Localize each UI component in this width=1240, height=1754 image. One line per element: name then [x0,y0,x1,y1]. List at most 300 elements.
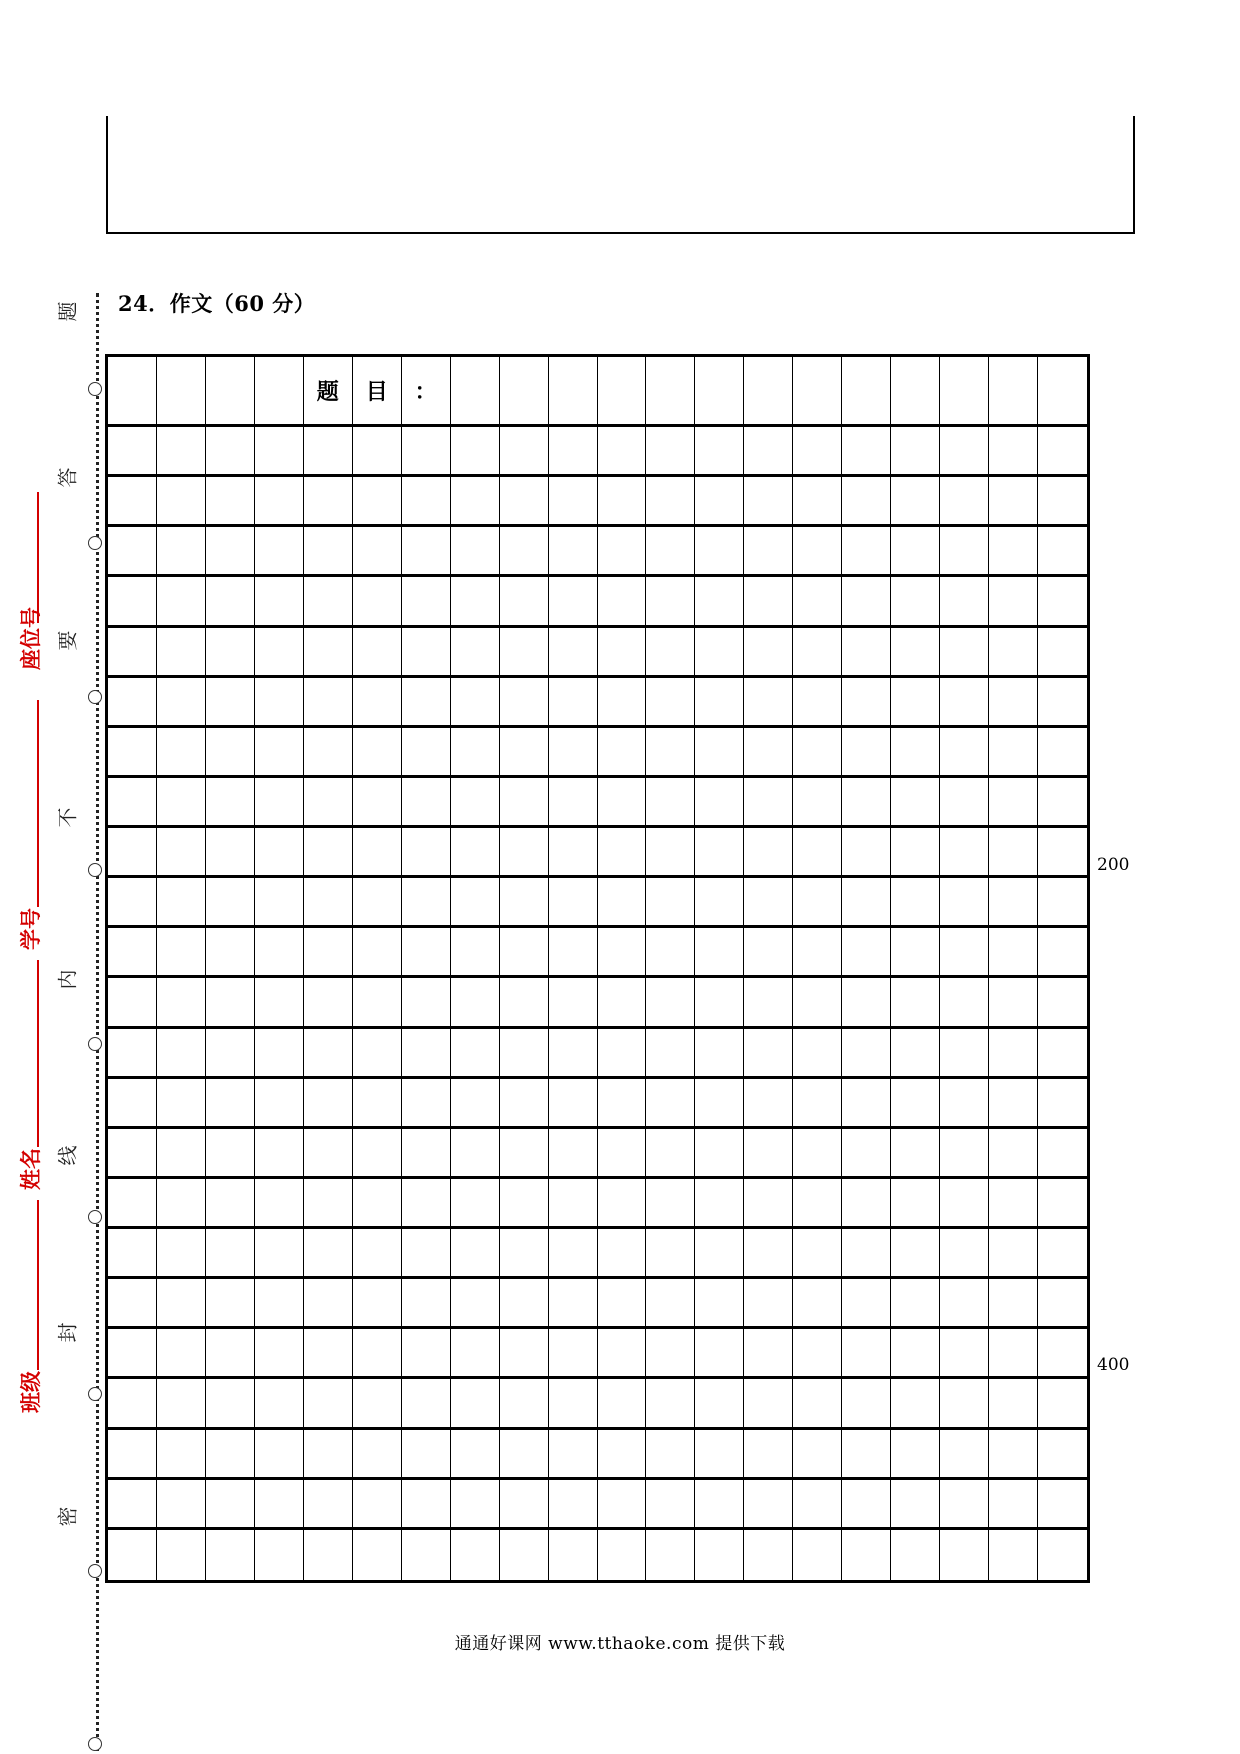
grid-cell[interactable] [304,678,353,728]
grid-cell[interactable] [598,828,647,878]
grid-cell[interactable] [549,1530,598,1580]
grid-cell[interactable] [989,1229,1038,1279]
grid-cell[interactable] [451,1379,500,1429]
grid-cell[interactable] [206,1229,255,1279]
grid-cell[interactable] [500,1129,549,1179]
grid-cell[interactable] [108,527,157,577]
grid-cell[interactable] [793,1129,842,1179]
grid-cell[interactable] [255,1430,304,1480]
grid-cell[interactable] [402,978,451,1028]
grid-cell[interactable] [255,427,304,477]
grid-cell[interactable] [451,1179,500,1229]
grid-cell[interactable] [793,577,842,627]
grid-cell[interactable] [206,1530,255,1580]
grid-cell[interactable] [793,678,842,728]
grid-cell[interactable] [549,978,598,1028]
grid-cell[interactable] [842,1179,891,1229]
grid-cell[interactable] [646,357,695,427]
grid-cell[interactable] [842,357,891,427]
grid-cell[interactable] [157,1329,206,1379]
grid-cell[interactable] [793,1179,842,1229]
grid-cell[interactable] [108,477,157,527]
grid-cell[interactable] [451,1129,500,1179]
grid-cell[interactable] [598,1079,647,1129]
grid-cell[interactable] [842,477,891,527]
grid-cell[interactable] [500,1229,549,1279]
grid-cell[interactable] [304,577,353,627]
grid-cell[interactable] [842,828,891,878]
grid-cell[interactable] [989,577,1038,627]
grid-cell[interactable] [108,1229,157,1279]
grid-cell[interactable] [255,628,304,678]
grid-cell[interactable] [206,878,255,928]
grid-cell[interactable] [402,1329,451,1379]
grid-cell[interactable] [695,878,744,928]
grid-cell[interactable] [989,1279,1038,1329]
grid-cell[interactable] [989,878,1038,928]
grid-cell[interactable] [451,357,500,427]
grid-cell[interactable] [206,978,255,1028]
grid-cell[interactable] [500,1530,549,1580]
grid-cell[interactable] [940,828,989,878]
student-id-line[interactable] [37,700,39,907]
grid-cell[interactable] [108,728,157,778]
grid-cell[interactable] [842,728,891,778]
grid-cell[interactable] [989,1329,1038,1379]
grid-cell[interactable] [598,678,647,728]
grid-cell[interactable] [255,778,304,828]
grid-cell[interactable] [108,1379,157,1429]
grid-cell[interactable] [549,1179,598,1229]
grid-cell[interactable] [695,1279,744,1329]
grid-cell[interactable] [108,828,157,878]
grid-cell[interactable] [206,577,255,627]
grid-cell[interactable] [206,1480,255,1530]
grid-cell[interactable] [793,1430,842,1480]
grid-cell[interactable] [500,1179,549,1229]
grid-cell[interactable] [206,628,255,678]
grid-cell[interactable] [891,1480,940,1530]
grid-cell[interactable] [402,928,451,978]
grid-cell[interactable] [500,357,549,427]
grid-cell[interactable] [157,978,206,1028]
grid-cell[interactable] [891,1029,940,1079]
grid-cell[interactable] [108,1480,157,1530]
grid-cell[interactable] [451,678,500,728]
grid-cell[interactable] [598,577,647,627]
grid-cell[interactable] [695,427,744,477]
grid-cell[interactable] [157,878,206,928]
grid-cell[interactable] [255,1179,304,1229]
grid-cell[interactable] [1038,878,1087,928]
grid-cell[interactable] [744,577,793,627]
grid-cell[interactable] [842,878,891,928]
grid-cell[interactable] [793,728,842,778]
grid-cell[interactable] [500,577,549,627]
grid-cell[interactable] [1038,1430,1087,1480]
grid-cell[interactable] [1038,1329,1087,1379]
grid-cell[interactable] [744,1430,793,1480]
grid-cell[interactable] [1038,527,1087,577]
grid-cell[interactable] [157,1029,206,1079]
grid-cell[interactable] [402,1279,451,1329]
grid-cell[interactable] [989,628,1038,678]
grid-cell[interactable] [842,928,891,978]
grid-cell[interactable] [891,1179,940,1229]
grid-cell[interactable] [353,1480,402,1530]
grid-cell[interactable] [598,728,647,778]
grid-cell[interactable] [646,1079,695,1129]
grid-cell[interactable] [989,1379,1038,1429]
grid-cell[interactable] [891,928,940,978]
grid-cell[interactable] [255,928,304,978]
grid-cell[interactable] [646,427,695,477]
grid-cell[interactable] [157,1079,206,1129]
grid-cell[interactable] [891,357,940,427]
grid-cell[interactable] [989,928,1038,978]
grid-cell[interactable] [646,1129,695,1179]
grid-cell[interactable] [940,878,989,928]
grid-cell[interactable] [940,1229,989,1279]
grid-cell[interactable] [451,1079,500,1129]
grid-cell[interactable] [842,778,891,828]
grid-cell[interactable] [744,978,793,1028]
grid-cell[interactable] [891,878,940,928]
grid-cell[interactable] [255,357,304,427]
grid-cell[interactable] [451,728,500,778]
grid-cell[interactable] [1038,728,1087,778]
grid-cell[interactable] [353,1530,402,1580]
grid-cell[interactable] [500,628,549,678]
grid-cell[interactable] [304,1530,353,1580]
grid-cell[interactable] [402,1379,451,1429]
grid-cell[interactable] [157,928,206,978]
grid-cell[interactable] [304,928,353,978]
grid-cell[interactable] [989,1029,1038,1079]
grid-cell[interactable] [744,878,793,928]
grid-cell[interactable] [451,1480,500,1530]
grid-cell[interactable] [108,1530,157,1580]
grid-cell[interactable] [793,628,842,678]
grid-cell[interactable] [304,778,353,828]
grid-cell[interactable] [940,1179,989,1229]
grid-cell[interactable] [744,1229,793,1279]
grid-cell[interactable] [451,978,500,1028]
grid-cell[interactable] [1038,1379,1087,1429]
grid-cell[interactable] [598,628,647,678]
grid-cell[interactable] [646,1029,695,1079]
grid-cell[interactable] [744,1129,793,1179]
grid-cell[interactable] [598,778,647,828]
grid-cell[interactable] [793,527,842,577]
grid-cell[interactable] [500,878,549,928]
grid-cell[interactable] [549,928,598,978]
grid-cell[interactable] [451,1279,500,1329]
grid-cell[interactable] [549,1329,598,1379]
grid-cell[interactable] [842,1029,891,1079]
grid-cell[interactable] [1038,1179,1087,1229]
grid-cell[interactable] [598,1329,647,1379]
grid-cell[interactable] [353,1079,402,1129]
grid-cell[interactable] [304,1179,353,1229]
grid-cell[interactable] [744,1079,793,1129]
grid-cell[interactable] [695,978,744,1028]
grid-cell[interactable] [598,357,647,427]
grid-cell[interactable] [451,628,500,678]
grid-cell[interactable] [842,1129,891,1179]
grid-cell[interactable] [549,878,598,928]
grid-cell[interactable] [353,1430,402,1480]
grid-cell[interactable] [402,728,451,778]
grid-cell[interactable] [549,1279,598,1329]
grid-cell[interactable] [695,1329,744,1379]
grid-cell[interactable] [353,728,402,778]
grid-cell[interactable] [206,477,255,527]
grid-cell[interactable] [598,1530,647,1580]
grid-cell[interactable] [646,1379,695,1429]
grid-cell[interactable] [108,1129,157,1179]
grid-cell[interactable] [891,1229,940,1279]
grid-cell[interactable] [451,427,500,477]
grid-cell[interactable] [500,1480,549,1530]
grid-cell[interactable] [989,357,1038,427]
grid-cell[interactable] [206,427,255,477]
grid-cell[interactable] [206,928,255,978]
grid-cell[interactable] [744,1029,793,1079]
grid-cell[interactable] [989,477,1038,527]
grid-cell[interactable] [206,778,255,828]
grid-cell[interactable] [108,878,157,928]
grid-cell[interactable] [646,1329,695,1379]
grid-cell[interactable] [451,1430,500,1480]
grid-cell[interactable] [1038,1480,1087,1530]
grid-cell[interactable] [842,1430,891,1480]
grid-cell[interactable] [695,1379,744,1429]
grid-cell[interactable] [549,1430,598,1480]
grid-cell[interactable] [940,577,989,627]
grid-cell[interactable] [255,1480,304,1530]
grid-cell[interactable] [695,1480,744,1530]
grid-cell[interactable] [793,357,842,427]
grid-cell[interactable] [549,357,598,427]
grid-cell[interactable] [1038,1530,1087,1580]
grid-cell[interactable] [451,1329,500,1379]
grid-cell[interactable] [255,577,304,627]
grid-cell[interactable] [500,678,549,728]
grid-cell[interactable] [646,628,695,678]
grid-cell[interactable] [353,828,402,878]
grid-cell[interactable] [646,978,695,1028]
grid-cell[interactable] [500,778,549,828]
grid-cell[interactable] [353,1179,402,1229]
grid-cell[interactable] [989,728,1038,778]
grid-cell[interactable] [744,1179,793,1229]
grid-cell[interactable] [1038,1279,1087,1329]
grid-cell[interactable] [842,1480,891,1530]
grid-cell[interactable] [206,1329,255,1379]
grid-cell[interactable] [842,527,891,577]
grid-cell[interactable] [842,1379,891,1429]
grid-cell[interactable] [500,527,549,577]
grid-cell[interactable] [940,357,989,427]
grid-cell[interactable] [695,778,744,828]
grid-cell[interactable] [206,1029,255,1079]
grid-cell[interactable] [793,928,842,978]
grid-cell[interactable] [157,1430,206,1480]
grid-cell[interactable] [1038,928,1087,978]
grid-cell[interactable] [891,1379,940,1429]
grid-cell[interactable] [402,527,451,577]
grid-cell[interactable] [695,577,744,627]
grid-cell[interactable] [891,1329,940,1379]
grid-cell[interactable] [157,828,206,878]
grid-cell[interactable] [353,678,402,728]
grid-cell[interactable] [255,1329,304,1379]
grid-cell[interactable] [157,1530,206,1580]
grid-cell[interactable] [255,1530,304,1580]
grid-cell[interactable] [304,878,353,928]
grid-cell[interactable] [402,828,451,878]
grid-cell[interactable] [500,978,549,1028]
grid-cell[interactable] [989,527,1038,577]
grid-cell[interactable] [500,1079,549,1129]
grid-cell[interactable] [304,728,353,778]
grid-cell[interactable] [989,1079,1038,1129]
grid-cell[interactable] [744,1329,793,1379]
grid-cell[interactable] [940,1079,989,1129]
grid-cell[interactable] [940,1329,989,1379]
grid-cell[interactable] [989,1480,1038,1530]
grid-cell[interactable] [598,427,647,477]
grid-cell[interactable] [598,978,647,1028]
grid-cell[interactable] [549,1079,598,1129]
grid-cell[interactable] [1038,778,1087,828]
grid-cell[interactable] [744,477,793,527]
grid-cell[interactable] [549,1379,598,1429]
grid-cell[interactable] [549,828,598,878]
grid-cell[interactable] [891,477,940,527]
grid-cell[interactable] [549,628,598,678]
grid-cell[interactable] [255,477,304,527]
grid-cell[interactable] [451,878,500,928]
grid-cell[interactable] [549,1229,598,1279]
grid-cell[interactable] [744,1379,793,1429]
grid-cell[interactable] [157,577,206,627]
grid-cell[interactable] [695,1530,744,1580]
grid-cell[interactable] [646,477,695,527]
grid-cell[interactable] [598,1229,647,1279]
grid-cell[interactable] [989,1129,1038,1179]
grid-cell[interactable] [353,628,402,678]
grid-cell[interactable] [891,1530,940,1580]
grid-cell[interactable] [549,527,598,577]
name-line[interactable] [37,960,39,1147]
grid-cell[interactable] [744,1480,793,1530]
grid-cell[interactable] [891,577,940,627]
grid-cell[interactable] [304,1029,353,1079]
grid-cell[interactable] [304,1379,353,1429]
grid-cell[interactable] [793,978,842,1028]
grid-cell[interactable] [744,1279,793,1329]
grid-cell[interactable] [108,978,157,1028]
grid-cell[interactable] [304,1229,353,1279]
grid-cell[interactable] [304,477,353,527]
grid-cell[interactable] [598,928,647,978]
grid-cell[interactable] [793,1279,842,1329]
grid-cell[interactable] [842,1530,891,1580]
grid-cell[interactable] [402,427,451,477]
grid-cell[interactable] [744,728,793,778]
grid-cell[interactable] [891,978,940,1028]
grid-cell[interactable] [157,527,206,577]
grid-cell[interactable] [646,577,695,627]
grid-cell[interactable] [108,628,157,678]
grid-cell[interactable] [744,928,793,978]
grid-cell[interactable] [842,1329,891,1379]
grid-cell[interactable] [891,778,940,828]
grid-cell[interactable] [744,828,793,878]
grid-cell[interactable] [549,1129,598,1179]
grid-cell[interactable] [793,778,842,828]
grid-cell[interactable] [157,477,206,527]
grid-cell[interactable] [989,778,1038,828]
grid-cell[interactable] [451,577,500,627]
grid-cell[interactable] [744,427,793,477]
grid-cell[interactable] [353,778,402,828]
grid-cell[interactable] [793,828,842,878]
grid-cell[interactable] [108,1279,157,1329]
grid-cell[interactable] [940,778,989,828]
grid-cell[interactable] [255,1129,304,1179]
grid-cell[interactable] [157,1229,206,1279]
grid-cell[interactable] [353,577,402,627]
grid-cell[interactable] [255,978,304,1028]
grid-cell[interactable] [549,678,598,728]
grid-cell[interactable] [940,728,989,778]
composition-grid[interactable] [105,354,1090,1583]
grid-cell[interactable] [304,628,353,678]
grid-cell[interactable] [1038,628,1087,678]
grid-cell[interactable] [1038,357,1087,427]
grid-cell[interactable] [940,427,989,477]
grid-cell[interactable] [549,1029,598,1079]
grid-cell[interactable] [940,1279,989,1329]
grid-cell[interactable] [108,1079,157,1129]
grid-cell[interactable] [549,477,598,527]
grid-cell[interactable] [940,628,989,678]
grid-cell[interactable] [646,828,695,878]
grid-cell[interactable] [646,928,695,978]
grid-cell[interactable] [598,1379,647,1429]
grid-cell[interactable] [695,1229,744,1279]
grid-cell[interactable] [646,878,695,928]
grid-cell[interactable] [891,1430,940,1480]
grid-cell[interactable] [940,1379,989,1429]
grid-cell[interactable] [695,357,744,427]
grid-cell[interactable] [353,1029,402,1079]
grid-cell[interactable] [304,1079,353,1129]
grid-cell[interactable] [744,527,793,577]
grid-cell[interactable] [157,728,206,778]
grid-cell[interactable] [940,928,989,978]
grid-cell[interactable] [598,1480,647,1530]
grid-cell[interactable] [940,1480,989,1530]
grid-cell[interactable] [940,678,989,728]
grid-cell[interactable] [695,678,744,728]
grid-cell[interactable] [989,678,1038,728]
grid-cell[interactable] [451,1229,500,1279]
grid-cell[interactable] [842,427,891,477]
